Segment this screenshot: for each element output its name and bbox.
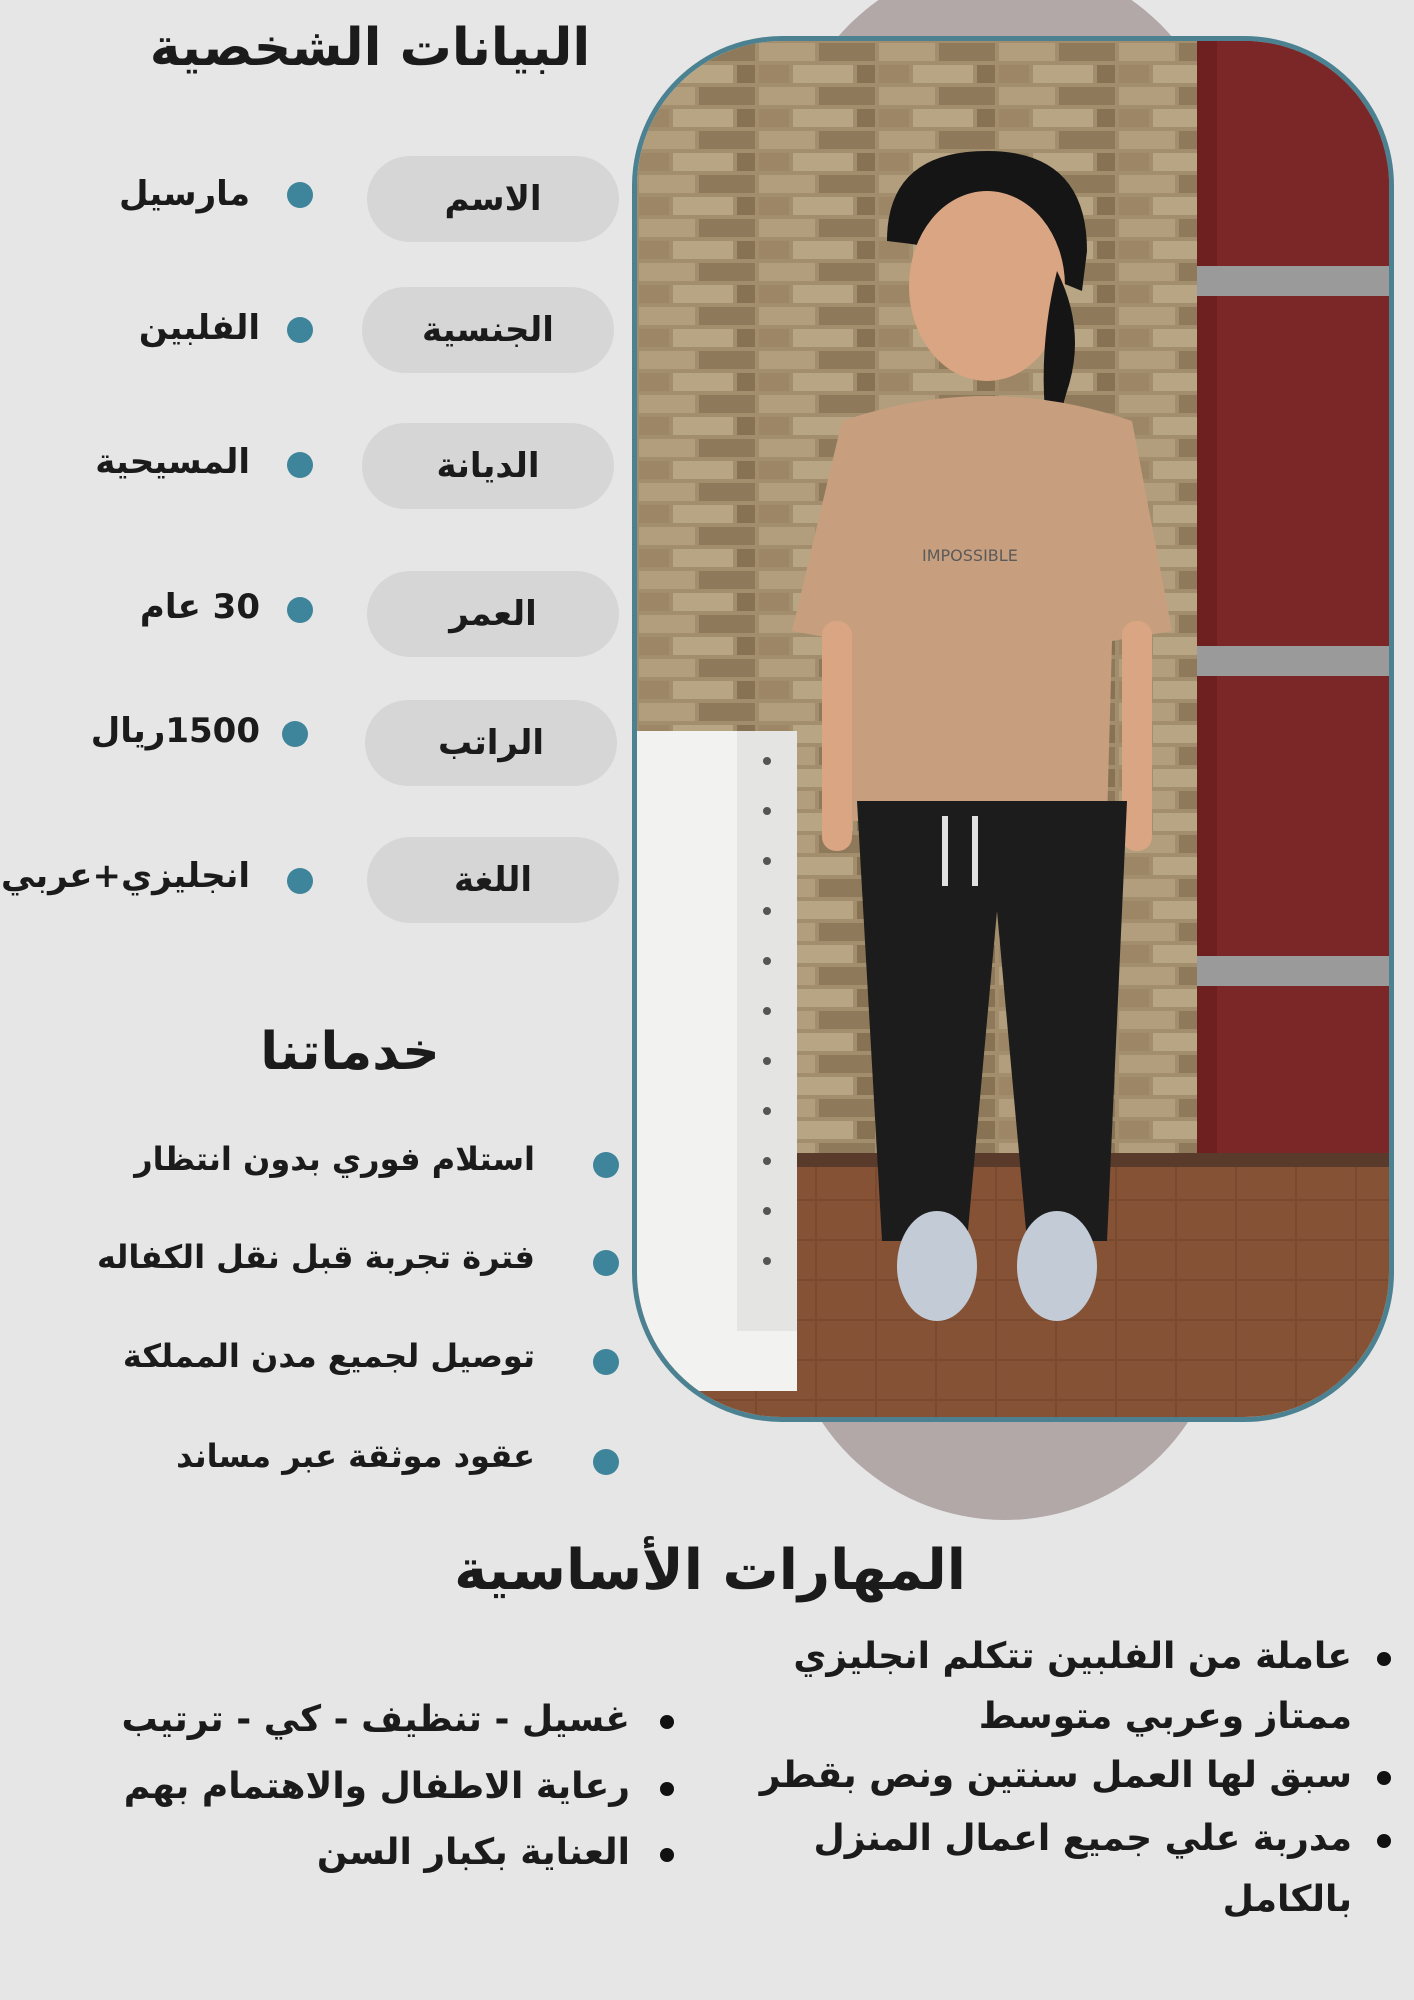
service-item: فترة تجربة قبل نقل الكفاله bbox=[96, 1238, 535, 1276]
bullet-dot bbox=[593, 1250, 619, 1276]
skill-item-continued: بالكامل bbox=[1222, 1879, 1352, 1920]
bullet-dot bbox=[287, 868, 313, 894]
field-value-religion: المسيحية bbox=[95, 442, 250, 482]
field-label-name: الاسم bbox=[367, 156, 619, 242]
bullet-dot bbox=[660, 1715, 674, 1729]
worker-photo bbox=[632, 36, 1394, 1422]
personal-data-title: البيانات الشخصية bbox=[149, 18, 591, 78]
service-item: عقود موثقة عبر مساند bbox=[176, 1437, 535, 1475]
field-label-nationality: الجنسية bbox=[362, 287, 614, 373]
skill-item: غسيل - تنظيف - كي - ترتيب bbox=[121, 1699, 630, 1740]
svg-text:IMPOSSIBLE: IMPOSSIBLE bbox=[922, 546, 1018, 565]
bullet-dot bbox=[287, 182, 313, 208]
bullet-dot bbox=[593, 1449, 619, 1475]
skill-item: سبق لها العمل سنتين ونص بقطر bbox=[759, 1755, 1352, 1796]
bullet-dot bbox=[1377, 1652, 1391, 1666]
field-label-religion: الديانة bbox=[362, 423, 614, 509]
bullet-dot bbox=[1377, 1771, 1391, 1785]
bullet-dot bbox=[593, 1349, 619, 1375]
bullet-dot bbox=[593, 1152, 619, 1178]
service-item: استلام فوري بدون انتظار bbox=[134, 1140, 535, 1178]
field-label-age: العمر bbox=[367, 571, 619, 657]
bullet-dot bbox=[287, 452, 313, 478]
services-title: خدماتنا bbox=[260, 1022, 440, 1082]
bullet-dot bbox=[660, 1782, 674, 1796]
field-value-name: مارسيل bbox=[118, 174, 250, 214]
field-label-language: اللغة bbox=[367, 837, 619, 923]
field-value-age: 30 عام bbox=[139, 587, 260, 627]
service-item: توصيل لجميع مدن المملكة bbox=[122, 1337, 535, 1375]
field-label-salary: الراتب bbox=[365, 700, 617, 786]
skill-item-continued: ممتاز وعربي متوسط bbox=[978, 1696, 1352, 1737]
bullet-dot bbox=[287, 317, 313, 343]
skill-item: مدربة علي جميع اعمال المنزل bbox=[813, 1818, 1352, 1859]
bullet-dot bbox=[660, 1848, 674, 1862]
bullet-dot bbox=[282, 721, 308, 747]
skill-item: رعاية الاطفال والاهتمام بهم bbox=[123, 1766, 630, 1807]
skill-item: العناية بكبار السن bbox=[316, 1832, 630, 1873]
field-value-language: انجليزي+عربي bbox=[0, 856, 250, 896]
skill-item: عاملة من الفلبين تتكلم انجليزي bbox=[793, 1636, 1352, 1677]
skills-title: المهارات الأساسية bbox=[454, 1538, 966, 1603]
field-value-nationality: الفلبين bbox=[138, 308, 260, 348]
bullet-dot bbox=[1377, 1834, 1391, 1848]
bullet-dot bbox=[287, 597, 313, 623]
field-value-salary: 1500ريال bbox=[90, 711, 260, 751]
